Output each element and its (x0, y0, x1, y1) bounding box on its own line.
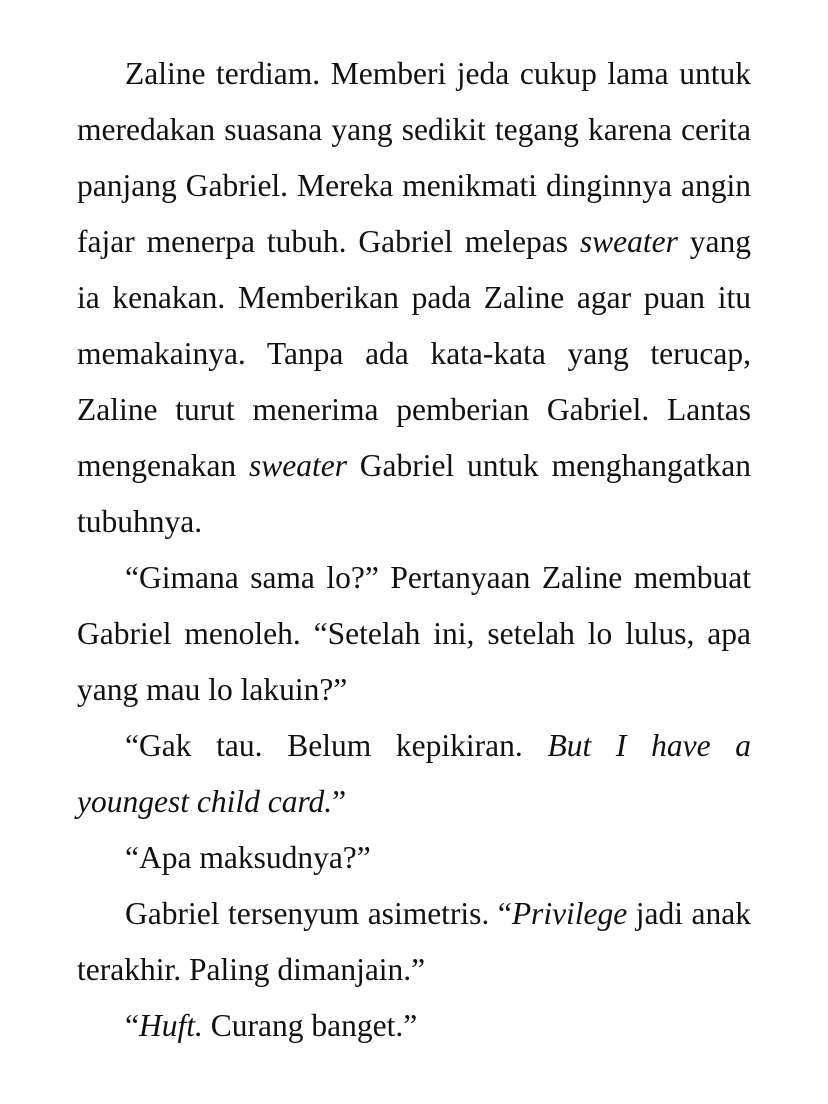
text-run: Curang banget.” (202, 1008, 418, 1043)
text-run: yang ia kenakan. Memberikan pada Zaline agar puan itu memakainya. Tanpa ada kata-kata yang terucap, Zaline turut menerima pemberian Gabriel. Lantas mengenakan (77, 224, 751, 483)
text-run: “Apa maksudnya?” (125, 840, 371, 875)
paragraph-huft (77, 998, 751, 1054)
italic-text-run: sweater (248, 448, 347, 483)
text-run: jadi anak terakhir. Paling dimanjain.” (77, 896, 751, 987)
text-run: Gabriel untuk menghangatkan tubuhnya. (77, 448, 751, 539)
text-run: Zaline terdiam. Memberi jeda cukup lama untuk meredakan suasana yang sedikit tegang karena cerita panjang Gabriel. Mereka menikmati dinginnya angin fajar menerpa tubuh. Gabriel melepas (77, 56, 751, 259)
text-run: “ (125, 1008, 139, 1043)
italic-text-run: But I have a youngest child card. (77, 728, 751, 819)
text-run: Gabriel tersenyum asimetris. “ (125, 896, 512, 931)
text-run: ” (332, 784, 347, 819)
paragraph-gabriel-tersenyum (77, 886, 751, 998)
italic-text-run: Huft. (138, 1008, 203, 1043)
paragraph-zaline-terdiam (77, 46, 751, 550)
text-run: “Gimana sama lo?” Pertanyaan Zaline membuat Gabriel menoleh. “Setelah ini, setelah lo lulus, apa yang mau lo lakuin?” (77, 560, 751, 707)
paragraph-gak-tau (77, 718, 751, 830)
paragraph-gimana-sama-lo (77, 550, 751, 718)
paragraph-apa-maksudnya (77, 830, 751, 886)
italic-text-run: sweater (579, 224, 678, 259)
italic-text-run: Privilege (511, 896, 628, 931)
text-run: “Gak tau. Belum kepikiran. (125, 728, 548, 763)
